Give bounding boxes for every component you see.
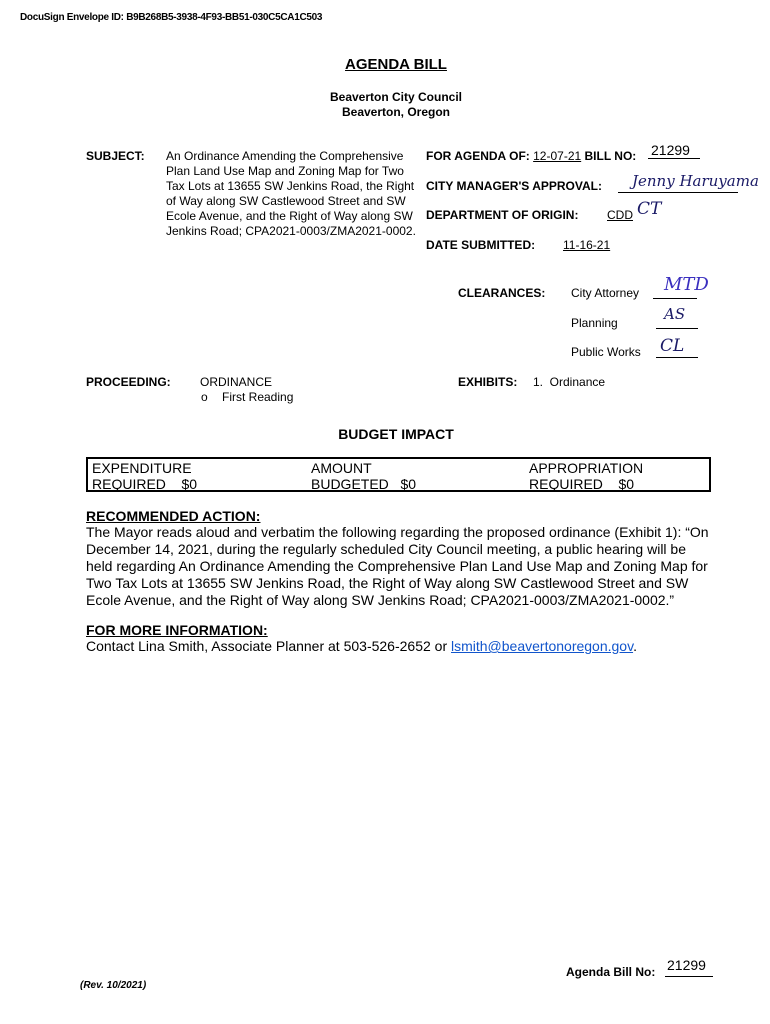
budget-appropriation xyxy=(529,460,643,492)
submitted-label: DATE SUBMITTED: xyxy=(426,238,536,252)
budget-table xyxy=(86,457,711,492)
approval-label: CITY MANAGER'S APPROVAL: xyxy=(426,179,602,193)
bill-number: 21299 xyxy=(651,142,690,158)
expenditure-value: REQUIRED $0 xyxy=(92,476,198,492)
document-title: AGENDA BILL xyxy=(345,56,447,73)
agenda-row xyxy=(426,149,636,163)
planning-line xyxy=(656,328,698,329)
footer-bill-line xyxy=(665,976,713,977)
subject-label: SUBJECT: xyxy=(86,149,145,163)
clearances-label: CLEARANCES: xyxy=(458,286,546,300)
city-attorney-initials: MTD xyxy=(664,274,709,295)
agenda-date: 12-07-21 xyxy=(533,149,582,163)
exhibits-label: EXHIBITS: xyxy=(458,375,518,389)
envelope-id: DocuSign Envelope ID: B9B268B5-3938-4F93-BB51-030C5CA1C503 xyxy=(20,12,323,23)
expenditure-label: EXPENDITURE xyxy=(92,460,192,476)
approval-signature-line xyxy=(618,192,738,193)
department-label: DEPARTMENT OF ORIGIN: xyxy=(426,208,579,222)
clearance-planning: Planning xyxy=(571,316,618,330)
council-name: Beaverton City Council xyxy=(329,90,463,104)
footer-bill-number: 21299 xyxy=(667,957,706,973)
footer-bill-label: Agenda Bill No: xyxy=(566,965,656,979)
clearance-city-attorney: City Attorney xyxy=(571,286,640,300)
bill-label: BILL NO: xyxy=(584,149,637,163)
proceeding-type: ORDINANCE xyxy=(200,375,273,389)
submitted-value: 11-16-21 xyxy=(563,238,611,252)
council-heading xyxy=(0,90,770,120)
department-value: CDD xyxy=(607,208,633,222)
department-initials: CT xyxy=(637,199,662,219)
more-info-heading: FOR MORE INFORMATION: xyxy=(86,622,268,638)
recommended-text: The Mayor reads aloud and verbatim the following regarding the proposed ordinance (Exhibit 1): “On December 14, 2021, during the regularly scheduled City Council meeting, a public hearing will be held regarding An Ordinance Amending the Comprehensive Plan Land Use Map and Zoning Map for Two Tax Lots at 13655 SW Jenkins Road, the Right of Way along SW Castlewood Street and SW Ecole Avenue, and the Right of Way along SW Jenkins Road; CPA2021-0003/ZMA2021-0002.” xyxy=(86,524,709,608)
proceeding-bullet: o xyxy=(201,390,208,404)
contact-text: Contact Lina Smith, Associate Planner at 503-526-2652 or xyxy=(86,638,451,654)
budget-expenditure xyxy=(92,460,197,492)
bill-number-line xyxy=(648,158,700,159)
appropriation-label: APPROPRIATION xyxy=(529,460,644,476)
agenda-label: FOR AGENDA OF: xyxy=(426,149,530,163)
subject-text: An Ordinance Amending the Comprehensive Plan Land Use Map and Zoning Map for Two Tax Lots at 13655 SW Jenkins Road, the Right of Way along SW Castlewood Street and SW Ecole Avenue, and the Right of Way along SW Jenkins Road; CPA2021-0003/ZMA2021-0002. xyxy=(166,149,416,238)
budget-heading: BUDGET IMPACT xyxy=(338,426,454,442)
proceeding-sub: First Reading xyxy=(222,390,294,404)
contact-suffix: . xyxy=(633,638,637,654)
contact-email-link[interactable]: lsmith@beavertonoregon.gov xyxy=(451,638,634,654)
public-works-line xyxy=(656,357,698,358)
proceeding-label: PROCEEDING: xyxy=(86,375,171,389)
planning-initials: AS xyxy=(664,305,686,323)
more-info-text xyxy=(86,638,716,655)
amount-label: AMOUNT xyxy=(311,460,372,476)
amount-value: BUDGETED $0 xyxy=(311,476,417,492)
public-works-initials: CL xyxy=(660,336,685,356)
approval-signature: Jenny Haruyama xyxy=(632,172,759,190)
city-attorney-line xyxy=(653,298,697,299)
revision-note: (Rev. 10/2021) xyxy=(80,980,147,991)
exhibit-item: 1. Ordinance xyxy=(533,375,606,389)
appropriation-value: REQUIRED $0 xyxy=(529,476,635,492)
clearance-public-works: Public Works xyxy=(571,345,641,359)
recommended-heading: RECOMMENDED ACTION: xyxy=(86,508,261,524)
council-location: Beaverton, Oregon xyxy=(341,105,451,119)
budget-amount xyxy=(311,460,416,492)
